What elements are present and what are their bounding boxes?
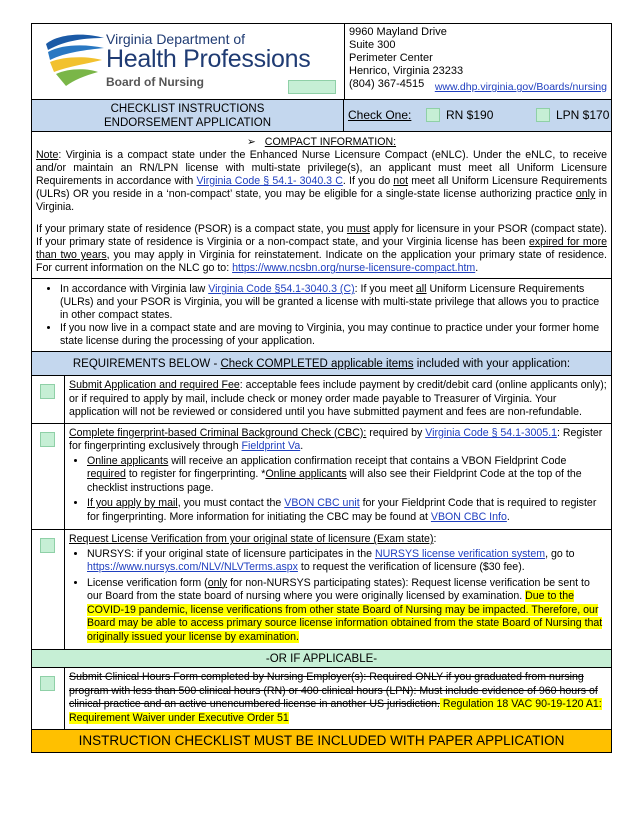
text-span: must [346, 223, 370, 235]
text-span: required by [366, 426, 426, 439]
text-span: Online applicants [265, 468, 347, 480]
logo-block [32, 24, 345, 99]
requirement-title: Request License Verification from your original state of licensure (Exam state) [69, 533, 434, 545]
requirement-application-fee [32, 376, 611, 424]
application-fee-checkbox[interactable] [40, 384, 55, 399]
text-span: for non-NURSYS participating states): Request license verification be sent to our Board from the state board of nursing where you were originally licensed by examination. [87, 576, 590, 602]
text-span: included with your application: [413, 358, 571, 370]
text-span: ONLY [415, 671, 444, 683]
address-line: 9960 Mayland Drive [349, 26, 447, 38]
va-code-link[interactable]: Virginia Code § 54.1- 3040.3 C [196, 175, 343, 187]
text-span: , you must contact the [177, 497, 285, 509]
text-span: expired for more than two years [36, 236, 607, 261]
compact-heading-text: COMPACT INFORMATION: [264, 136, 397, 148]
lpn-checkbox[interactable] [536, 108, 550, 122]
text-span: , you may apply in Virginia for reinstatement. Indicate on the application your primary state of residence. For current information on the NLC go to: [36, 249, 607, 274]
license-verification-checkbox[interactable] [40, 538, 55, 553]
list-item [60, 283, 605, 322]
address-line: Suite 300 [349, 39, 396, 51]
text-span: Check COMPLETED applicable items [220, 358, 414, 370]
nursys-link[interactable]: NURSYS license verification system [374, 547, 546, 560]
requirement-title: Complete fingerprint-based Criminal Background Check (CBC): [69, 426, 367, 439]
text-span: : Virginia is a compact state under the Enhanced Nurse Licensure Compact (eNLC). Under the eNLC, to receive and/or maintain an RN/LPN license with multi-state privilege(s), an applicant must meet all Uniform Licensure Requirements in accordance with [36, 149, 607, 187]
checklist-form [31, 23, 612, 753]
check-one-label: Check One: [348, 108, 412, 122]
text-span: . If you do [342, 175, 394, 187]
text-span: Online applicants [87, 454, 169, 467]
or-if-applicable-row: -OR IF APPLICABLE- [32, 650, 611, 668]
text-span: . [475, 262, 479, 274]
text-span: , go to [545, 547, 575, 560]
text-span: : Must include evidence of 960 hours of clinical practice and an active unencumbered license in another US jurisdiction. [69, 684, 598, 710]
org-line-1: Virginia Department of [106, 31, 246, 47]
requirement-clinical-hours [32, 668, 611, 730]
text-span: to register for fingerprinting. * [125, 468, 266, 480]
requirement-background-check [32, 424, 611, 531]
checklist-title-line-1: CHECKLIST INSTRUCTIONS [110, 103, 265, 115]
text-span: If your primary state of residence (PSOR) is a compact state, you [36, 223, 347, 235]
lpn-fee-label: LPN $170 [556, 108, 610, 122]
text-span: : Register for fingerprinting exclusively through [69, 426, 603, 452]
note-label: Note [36, 149, 59, 161]
rn-fee-label: RN $190 [446, 108, 494, 122]
compact-paragraph-2 [36, 223, 607, 275]
compact-heading [36, 136, 607, 149]
compact-information [32, 132, 611, 279]
text-span: 400 clinical hours (LPN) [301, 684, 414, 697]
text-span: License verification form ( [87, 576, 208, 589]
vbon-cbc-info-link[interactable]: VBON CBC Info [430, 510, 507, 523]
list-item [87, 548, 607, 575]
header [32, 24, 611, 100]
requirement-title: Submit Application and required Fee [69, 379, 240, 391]
address-line: Henrico, Virginia 23233 [349, 65, 464, 77]
text-span: . [300, 440, 304, 452]
dhp-logo-icon [44, 32, 106, 88]
text-span: only [575, 188, 596, 200]
checkbox-cell [32, 530, 65, 649]
fieldprint-link[interactable]: Fieldprint Va [241, 440, 301, 452]
vbon-cbc-unit-link[interactable]: VBON CBC unit [284, 497, 360, 509]
text-span: required [87, 468, 126, 480]
text-span: Uniform Licensure Requirements (ULRs) and your PSOR is Virginia, you will be granted a license with multi-state privilege that allows you to practice in other compact states. [60, 283, 600, 321]
covid-notice: Due to the COVID-19 pandemic, license verifications from other state Board of Nursing may be impacted. Therefore, our Board may be able to access primary source license information obtained from the state Board of Nursing that originally issued your license by examination. [87, 590, 603, 643]
footer-banner: INSTRUCTION CHECKLIST MUST BE INCLUDED WITH PAPER APPLICATION [32, 730, 611, 752]
text-span: or [285, 684, 301, 697]
text-span: only [207, 576, 228, 589]
text-span: : Required [363, 671, 416, 683]
va-code-link[interactable]: Virginia Code §54.1-3040.3 (C) [208, 283, 355, 295]
text-span: will also see their Fieldprint Code at the top of the checklist instructions page. [87, 468, 582, 494]
list-item [87, 497, 607, 524]
header-color-box [288, 80, 336, 94]
rn-checkbox[interactable] [426, 108, 440, 122]
regulation-waiver-notice: Regulation 18 VAC 90-19-120 A1: Requirement Waiver under Executive Order 51 [69, 698, 602, 724]
background-check-checkbox[interactable] [40, 432, 55, 447]
text-span: : [433, 533, 437, 545]
checkbox-cell [32, 668, 65, 729]
text-span: REQUIREMENTS BELOW - [72, 358, 221, 370]
checkbox-cell [32, 376, 65, 423]
checklist-title-row [32, 100, 611, 132]
requirement-text [65, 668, 611, 729]
website-link[interactable]: www.dhp.virginia.gov/Boards/nursing [434, 81, 607, 93]
checkbox-cell [32, 424, 65, 530]
org-line-3: Board of Nursing [106, 75, 204, 89]
list-item [87, 577, 607, 645]
requirement-text [65, 376, 611, 423]
text-span: . [506, 510, 510, 523]
arrow-icon: ➢ [246, 136, 256, 148]
clinical-hours-checkbox[interactable] [40, 676, 55, 691]
text-span: if you graduated from nursing program with less than [69, 671, 584, 697]
requirement-text [65, 424, 611, 530]
address-line: Perimeter Center [349, 52, 433, 64]
va-code-link[interactable]: Virginia Code § 54.1-3005.1 [425, 426, 557, 439]
requirement-text [65, 530, 611, 649]
text-span: meet all Uniform Licensure Requirements (ULRs) OR you reside in a ‘non-compact’ state, you may be eligible for a single-state license authorizing practice [36, 175, 607, 200]
text-span: not [393, 175, 409, 187]
text-span: : If you meet [354, 283, 416, 295]
text-span: for your Fieldprint Code that is required to register for fingerprinting. More information for initiating the CBC may be found at [87, 497, 597, 523]
org-line-2: Health Professions [106, 45, 311, 73]
text-span: to request the verification of licensure ($30 fee). [297, 561, 525, 573]
text-span: In accordance with Virginia law [60, 283, 209, 295]
text-span: all [415, 283, 427, 295]
checklist-title-line-2: ENDORSEMENT APPLICATION [104, 117, 271, 129]
requirement-license-verification [32, 530, 611, 650]
virginia-law-bullets [32, 279, 611, 352]
compact-paragraph-1 [36, 149, 607, 214]
text-span: Submit Clinical Hours Form completed by Nursing Employer(s) [69, 671, 364, 683]
text-span: If you apply by mail [87, 497, 178, 509]
ncsbn-link[interactable]: https://www.ncsbn.org/nurse-licensure-compact.htm [232, 262, 476, 274]
checklist-title [32, 100, 344, 131]
license-type-options [344, 100, 611, 131]
list-item [87, 455, 607, 496]
address-block [345, 24, 611, 99]
requirements-header [32, 352, 611, 376]
text-span: : acceptable fees include payment by credit/debit card (online applicants only); or if required to apply by mail, include check or money order made payable to Treasurer of Virginia. Your application will not be reviewed or considered until you have submitted payment and fees are non-refundable. [69, 379, 607, 418]
text-span: NURSYS: if your original state of licensure participates in the [87, 547, 375, 560]
text-span: 500 clinical hours (RN) [178, 684, 286, 697]
nursys-url-link[interactable]: https://www.nursys.com/NLV/NLVTerms.aspx [87, 561, 298, 573]
phone-number: (804) 367-4515 [349, 78, 425, 90]
text-span: apply for licensure in your PSOR (compact state). If your primary state of residence is Virginia or a non-compact state, and your Virginia license has been [36, 223, 607, 248]
list-item: • If you now live in a compact state and are moving to Virginia, you may continue to practice under your former home state license during the processing of your application. [60, 322, 605, 348]
text-span: will receive an application confirmation receipt that contains a VBON Fieldprint Code [168, 454, 567, 467]
text-span: in Virginia. [36, 188, 607, 213]
